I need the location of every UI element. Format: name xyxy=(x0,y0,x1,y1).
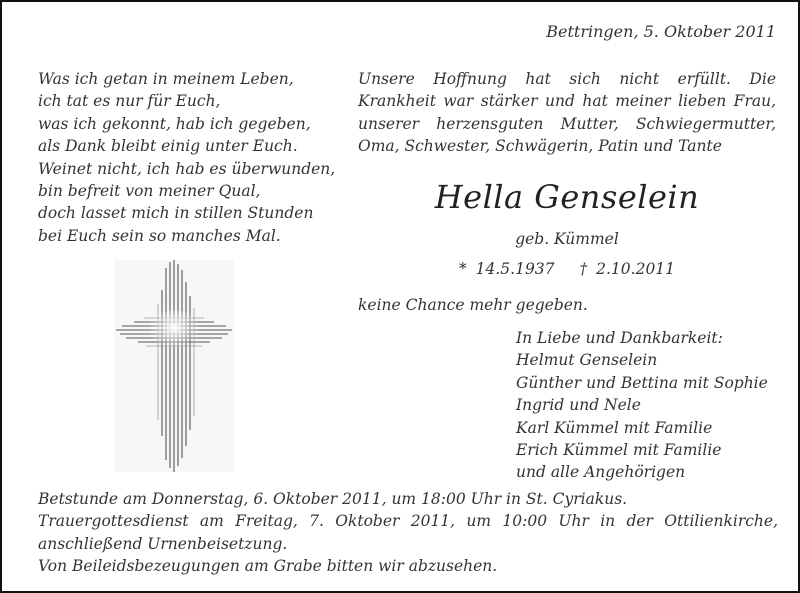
mourner-line: Ingrid und Nele xyxy=(516,396,641,415)
poem xyxy=(38,68,348,247)
birth-name: geb. Kümmel xyxy=(515,230,619,248)
mourner-line: Helmut Genselein xyxy=(516,351,658,370)
poem-line: Was ich getan in meinem Leben, xyxy=(38,70,294,88)
poem-line: ich tat es nur für Euch, xyxy=(38,92,221,111)
poem-line: doch lasset mich in stillen Stunden xyxy=(38,204,314,223)
mourner-line: und alle Angehörigen xyxy=(516,463,686,482)
poem-line: Weinet nicht, ich hab es überwunden, xyxy=(38,159,336,178)
poem-line: was ich gekonnt, hab ich gegeben, xyxy=(38,114,311,133)
footer xyxy=(38,488,778,578)
cross-icon xyxy=(114,260,234,472)
death-date: † 2.10.2011 xyxy=(579,260,676,278)
mourner-line: Erich Kümmel mit Familie xyxy=(516,441,722,460)
poem-line: bin befreit von meiner Qual, xyxy=(38,182,261,201)
mourner-line: Karl Kümmel mit Familie xyxy=(516,418,713,437)
place-date: Bettringen, 5. Oktober 2011 xyxy=(546,22,776,41)
condolence-note: Von Beileidsbezeugungen am Grabe bitten wir abzusehen. xyxy=(38,557,498,576)
life-dates xyxy=(358,260,776,278)
mourner-line: In Liebe und Dankbarkeit: xyxy=(516,329,723,347)
intro-text: Unsere Hoffnung hat sich nicht erfüllt. Die Krankheit war stärker und hat meiner lieben Frau, unserer herzensguten Mutter, Schwiegermutter, Oma, Schwester, Schwägerin, Patin und Tante xyxy=(358,70,776,156)
prayer-info: Betstunde am Donnerstag, 6. Oktober 2011, um 18:00 Uhr in St. Cyriakus. xyxy=(38,490,628,508)
birth-date: * 14.5.1937 xyxy=(458,260,555,278)
service-info: Trauergottesdienst am Freitag, 7. Oktober 2011, um 10:00 Uhr in der Ottilienkirche, xyxy=(38,512,778,531)
poem-line: als Dank bleibt einig unter Euch. xyxy=(38,137,298,156)
ending-text: keine Chance mehr gegeben. xyxy=(358,296,588,314)
burial-info: anschließend Urnenbeisetzung. xyxy=(38,534,288,553)
mourner-line: Günther und Bettina mit Sophie xyxy=(516,373,768,392)
mourners-list xyxy=(516,327,786,484)
deceased-name: Hella Genselein xyxy=(434,178,700,216)
poem-line: bei Euch sein so manches Mal. xyxy=(38,226,281,245)
